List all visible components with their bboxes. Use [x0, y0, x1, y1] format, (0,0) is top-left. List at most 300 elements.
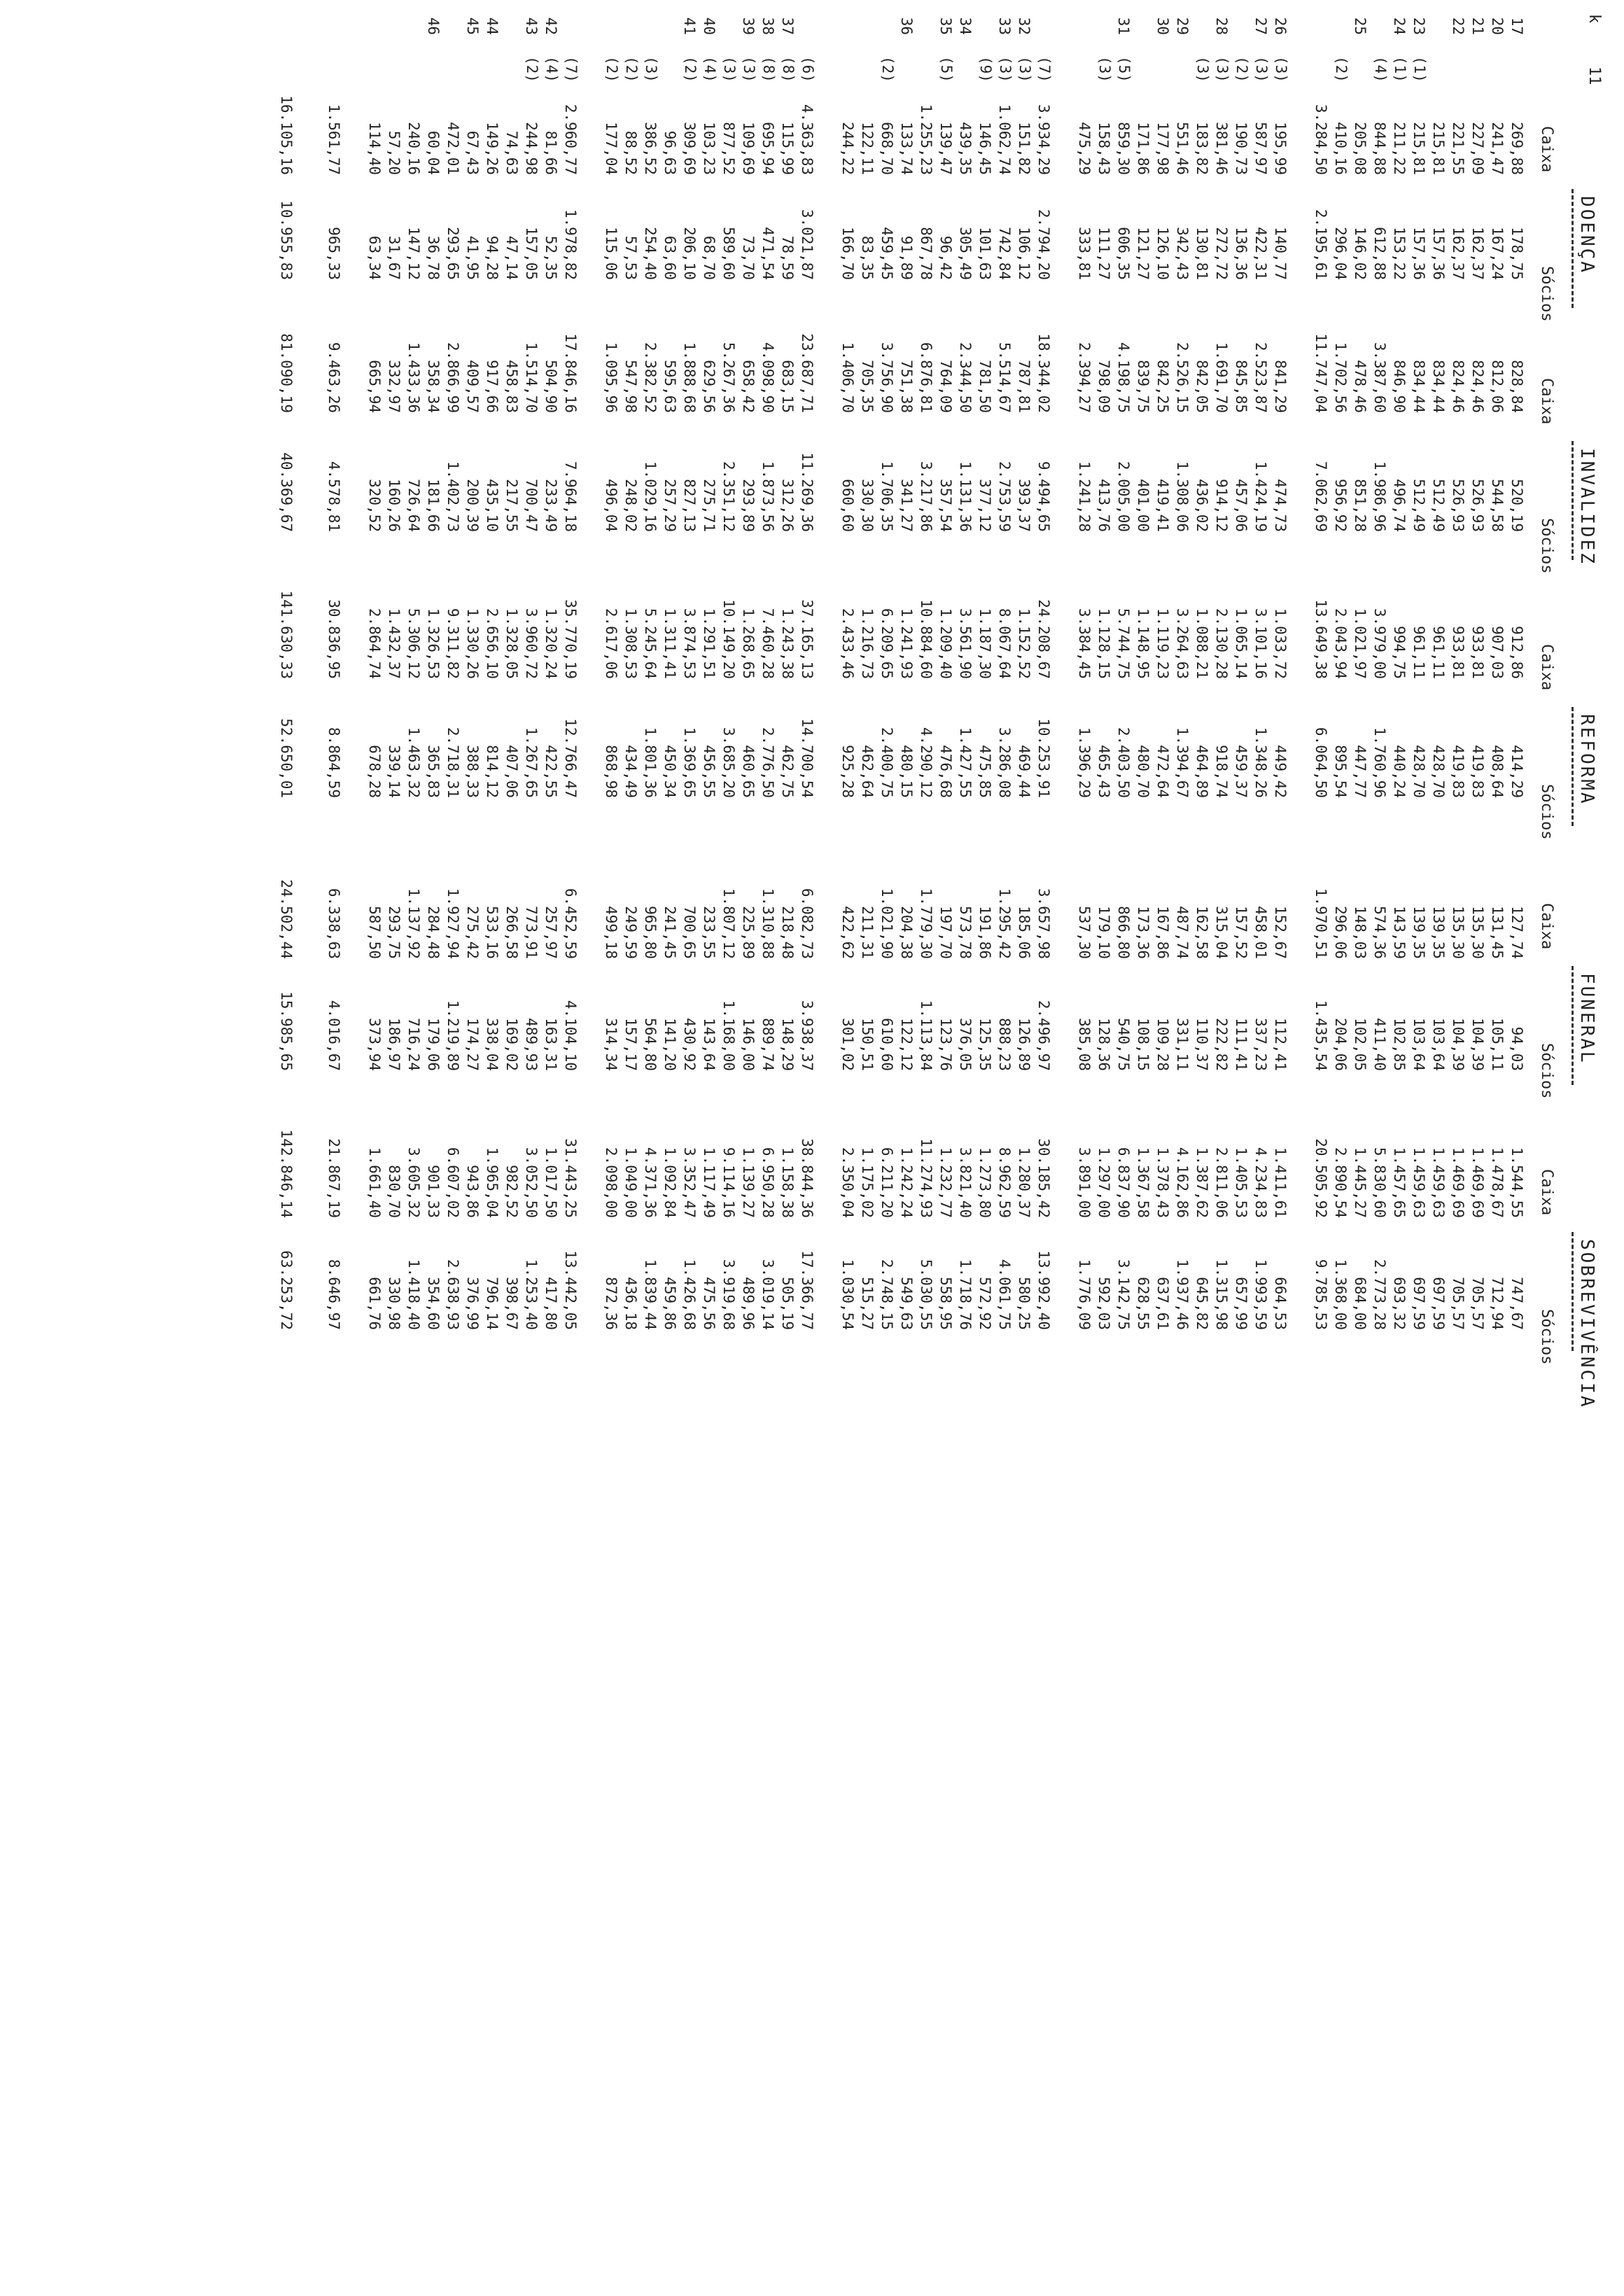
cell: 125,35: [976, 1018, 993, 1071]
cell: 1.432,37: [386, 608, 402, 679]
group-marker: (7): [1036, 56, 1053, 83]
cell: 796,14: [484, 1277, 500, 1330]
cell: 109,69: [740, 122, 757, 175]
cell: 57,20: [386, 130, 402, 175]
cell: 2.718,31: [444, 727, 461, 798]
cell: 3.142,75: [1115, 1259, 1132, 1330]
cell: 1.088,21: [1194, 608, 1210, 679]
cell: 814,12: [484, 745, 500, 798]
cell: 141,20: [662, 1018, 678, 1071]
cell: 11.274,93: [918, 1138, 934, 1218]
cell: 726,64: [405, 479, 422, 532]
cell: 254,40: [642, 227, 659, 280]
cell: 146,00: [740, 1018, 757, 1071]
caixa-header: Caixa: [1538, 1169, 1555, 1216]
group-marker: (2): [682, 56, 699, 83]
cell: 4.104,10: [562, 1000, 579, 1071]
cell: 121,27: [1135, 227, 1152, 280]
cell: 135,30: [1469, 906, 1486, 959]
cell: 81,66: [542, 130, 559, 175]
cell: 2.526,15: [1174, 342, 1191, 413]
cell: 47,14: [503, 235, 520, 280]
cell: 2.864,74: [366, 608, 383, 679]
cell: 94,03: [1508, 1026, 1525, 1071]
cell: 320,52: [366, 479, 383, 532]
cell: 148,29: [779, 1018, 796, 1071]
cell: 407,06: [503, 745, 520, 798]
cell: 218,48: [779, 906, 796, 959]
cell: 956,92: [1332, 479, 1349, 532]
cell: 333,81: [1076, 227, 1093, 280]
cell: 31,67: [386, 235, 402, 280]
cell: 1.807,12: [720, 888, 737, 959]
cell: 2.433,46: [839, 608, 856, 679]
cell: 549,63: [898, 1277, 915, 1330]
cell: 1.148,95: [1135, 608, 1152, 679]
cell: 1.411,61: [1272, 1147, 1289, 1218]
cell: 933,81: [1450, 626, 1466, 679]
group-marker: (3): [1096, 56, 1113, 83]
cell: 244,22: [839, 122, 856, 175]
cell: 233,49: [542, 479, 559, 532]
cell: 2.523,87: [1252, 342, 1269, 413]
cell: 78,59: [779, 235, 796, 280]
group-marker: (6): [799, 56, 816, 83]
cell: 859,30: [1115, 122, 1132, 175]
cell: 1.030,54: [839, 1259, 856, 1330]
cell: 580,25: [1016, 1277, 1032, 1330]
cell: 1.065,14: [1233, 608, 1250, 679]
cell: 1.478,67: [1489, 1147, 1506, 1218]
cell: 3.021,87: [799, 209, 816, 280]
cell: 1.241,93: [898, 608, 915, 679]
cell: 1.017,50: [542, 1147, 559, 1218]
cell: 812,06: [1489, 360, 1506, 413]
cell: 512,49: [1430, 479, 1447, 532]
cell: 204,06: [1332, 1018, 1349, 1071]
cell: 1.706,35: [878, 461, 895, 532]
cell: 153,22: [1391, 227, 1408, 280]
k-value: 29: [1174, 17, 1191, 35]
cell: 1.029,16: [642, 461, 659, 532]
cell: 126,89: [1016, 1018, 1032, 1071]
cell: 2.617,06: [603, 608, 620, 679]
cell: 177,04: [603, 122, 620, 175]
cell: 684,00: [1352, 1277, 1368, 1330]
cell: 152,67: [1272, 906, 1289, 959]
cell: 102,85: [1391, 1018, 1408, 1071]
cell: 241,47: [1489, 122, 1506, 175]
caixa-header: Caixa: [1538, 378, 1555, 425]
value-column-4: [0, 441, 1624, 532]
cell: 174,27: [464, 1018, 481, 1071]
cell: 1.394,67: [1174, 727, 1191, 798]
cell: 1.216,73: [859, 608, 876, 679]
cell: 217,55: [503, 479, 520, 532]
cell: 13.992,40: [1035, 1250, 1052, 1330]
cell: 877,52: [720, 122, 737, 175]
cell: 148,03: [1352, 906, 1368, 959]
cell: 3.605,32: [405, 1147, 422, 1218]
cell: 842,05: [1194, 360, 1210, 413]
cell: 115,99: [779, 122, 796, 175]
cell: 386,52: [642, 122, 659, 175]
cell: 330,98: [386, 1277, 402, 1330]
cell: 5.030,55: [918, 1259, 934, 1330]
cell: 162,58: [1194, 906, 1210, 959]
cell: 1.295,42: [996, 888, 1013, 959]
cell: 1.049,00: [622, 1147, 639, 1218]
cell: 13.442,05: [562, 1250, 579, 1330]
cell: 1.368,00: [1332, 1259, 1349, 1330]
cell: 489,96: [740, 1277, 757, 1330]
cell: 1.561,77: [326, 104, 342, 175]
cell: 104,39: [1450, 1018, 1466, 1071]
cell: 464,89: [1194, 745, 1210, 798]
cell: 458,83: [503, 360, 520, 413]
cell: 1.297,00: [1096, 1147, 1112, 1218]
cell: 112,41: [1272, 1018, 1289, 1071]
cell: 3.384,45: [1076, 608, 1093, 679]
cell: 128,36: [1096, 1018, 1112, 1071]
cell: 305,49: [957, 227, 974, 280]
cell: 2.382,52: [642, 342, 659, 413]
cell: 1.776,09: [1076, 1259, 1093, 1330]
group-marker: (3): [1253, 56, 1270, 83]
cell: 496,04: [603, 479, 620, 532]
cell: 373,94: [366, 1018, 383, 1071]
cell: 439,35: [957, 122, 974, 175]
cell: 9.494,65: [1035, 461, 1052, 532]
cell: 8.646,97: [326, 1259, 342, 1330]
cell: 469,44: [1016, 745, 1032, 798]
cell: 1.463,32: [405, 727, 422, 798]
cell: 851,28: [1352, 479, 1368, 532]
group-marker: (3): [1273, 56, 1289, 83]
cell: 6.607,02: [444, 1147, 461, 1218]
cell: 828,84: [1508, 360, 1525, 413]
cell: 683,15: [779, 360, 796, 413]
cell: 6.211,20: [878, 1147, 895, 1218]
cell: 357,54: [937, 479, 954, 532]
group-marker: (2): [1233, 56, 1250, 83]
cell: 73,70: [740, 235, 757, 280]
cell: 844,88: [1371, 122, 1388, 175]
cell: 13.649,38: [1312, 599, 1329, 679]
cell: 512,49: [1410, 479, 1427, 532]
cell: 1.396,29: [1076, 727, 1093, 798]
cell: 450,34: [662, 745, 678, 798]
cell: 1.232,77: [937, 1147, 954, 1218]
cell: 4.061,75: [996, 1259, 1013, 1330]
cell: 5.514,67: [996, 342, 1013, 413]
cell: 499,18: [603, 906, 620, 959]
cell: 595,63: [662, 360, 678, 413]
cell: 1.405,53: [1233, 1147, 1250, 1218]
cell: 1.242,24: [898, 1147, 915, 1218]
cell: 162,37: [1450, 227, 1466, 280]
cell: 215,81: [1410, 122, 1427, 175]
cell: 430,92: [681, 1018, 698, 1071]
cell: 458,01: [1252, 906, 1269, 959]
cell: 4.016,67: [326, 1000, 342, 1071]
cell: 1.348,26: [1252, 727, 1269, 798]
cell: 496,74: [1391, 479, 1408, 532]
cell: 933,81: [1469, 626, 1486, 679]
group-marker: (8): [780, 56, 797, 83]
cell: 824,46: [1450, 360, 1466, 413]
cell: 1.986,96: [1371, 461, 1388, 532]
cell: 1.291,51: [701, 608, 718, 679]
cell: 169,02: [503, 1018, 520, 1071]
cell: 872,36: [603, 1277, 620, 1330]
cell: 408,64: [1489, 745, 1506, 798]
cell: 693,32: [1391, 1277, 1408, 1330]
cell: 842,25: [1154, 360, 1171, 413]
group-marker: (1): [1392, 56, 1408, 83]
group-marker: (3): [1194, 56, 1211, 83]
cell: 30.185,42: [1035, 1138, 1052, 1218]
cell: 459,37: [1233, 745, 1250, 798]
cell: 5.830,60: [1371, 1147, 1388, 1218]
cell: 4.371,36: [642, 1147, 659, 1218]
cell: 272,72: [1213, 227, 1230, 280]
cell: 4.290,12: [918, 727, 934, 798]
cell: 716,24: [405, 1018, 422, 1071]
cell: 385,08: [1076, 1018, 1093, 1071]
cell: 157,36: [1430, 227, 1447, 280]
cell: 834,44: [1430, 360, 1447, 413]
cell: 1.993,59: [1252, 1259, 1269, 1330]
cell: 2.773,28: [1371, 1259, 1388, 1330]
k-value: 30: [1154, 17, 1171, 35]
cell: 178,75: [1508, 227, 1525, 280]
cell: 1.426,68: [681, 1259, 698, 1330]
group-marker: (4): [701, 56, 718, 83]
cell: 606,35: [1115, 227, 1132, 280]
cell: 5.267,36: [720, 342, 737, 413]
cell: 551,46: [1174, 122, 1191, 175]
cell: 1.187,30: [976, 608, 993, 679]
cell: 665,94: [366, 360, 383, 413]
grand-total-cell: 10.955,83: [278, 200, 295, 280]
cell: 1.117,49: [701, 1147, 718, 1218]
cell: 179,10: [1096, 906, 1112, 959]
cell: 332,97: [386, 360, 402, 413]
section-title: REFORMA: [1576, 714, 1597, 806]
cell: 293,75: [386, 906, 402, 959]
cell: 695,94: [760, 122, 776, 175]
cell: 293,89: [740, 479, 757, 532]
section-title: INVALIDEZ: [1576, 448, 1597, 566]
cell: 628,55: [1135, 1277, 1152, 1330]
cell: 781,50: [976, 360, 993, 413]
cell: 30.836,95: [326, 599, 342, 679]
cell: 912,86: [1508, 626, 1525, 679]
cell: 411,40: [1371, 1018, 1388, 1071]
cell: 1.402,73: [444, 461, 461, 532]
cell: 1.280,37: [1016, 1147, 1032, 1218]
cell: 31.443,25: [562, 1138, 579, 1218]
cell: 2.776,50: [760, 727, 776, 798]
cell: 660,60: [839, 479, 856, 532]
cell: 101,63: [976, 227, 993, 280]
cell: 925,28: [839, 745, 856, 798]
cell: 1.469,69: [1450, 1147, 1466, 1218]
cell: 215,81: [1430, 122, 1447, 175]
cell: 3.286,08: [996, 727, 1013, 798]
cell: 139,35: [1430, 906, 1447, 959]
cell: 157,05: [523, 227, 540, 280]
cell: 146,45: [976, 122, 993, 175]
cell: 1.128,15: [1096, 608, 1112, 679]
cell: 1.937,46: [1174, 1259, 1191, 1330]
cell: 2.866,99: [444, 342, 461, 413]
group-marker: (2): [879, 56, 896, 83]
k-value: 28: [1213, 17, 1230, 35]
cell: 888,23: [996, 1018, 1013, 1071]
group-marker: (3): [741, 56, 757, 83]
cell: 476,68: [937, 745, 954, 798]
cell: 1.241,28: [1076, 461, 1093, 532]
cell: 1.369,65: [681, 727, 698, 798]
cell: 1.459,63: [1410, 1147, 1427, 1218]
cell: 742,84: [996, 227, 1013, 280]
cell: 195,99: [1272, 122, 1289, 175]
cell: 103,64: [1430, 1018, 1447, 1071]
cell: 9.785,53: [1312, 1259, 1329, 1330]
cell: 440,24: [1391, 745, 1408, 798]
value-column-7: [0, 868, 1624, 959]
grand-total-cell: 63.253,72: [278, 1250, 295, 1330]
cell: 3.821,40: [957, 1147, 974, 1218]
cell: 520,19: [1508, 479, 1525, 532]
cell: 330,30: [859, 479, 876, 532]
cell: 109,28: [1154, 1018, 1171, 1071]
cell: 157,36: [1410, 227, 1427, 280]
cell: 3.352,47: [681, 1147, 698, 1218]
cell: 868,98: [603, 745, 620, 798]
cell: 447,77: [1352, 745, 1368, 798]
cell: 9.311,82: [444, 608, 461, 679]
k-value: 22: [1450, 17, 1466, 35]
cell: 275,71: [701, 479, 718, 532]
cell: 12.766,47: [562, 718, 579, 798]
k-value: 27: [1252, 17, 1269, 35]
cell: 487,74: [1174, 906, 1191, 959]
cell: 8.067,64: [996, 608, 1013, 679]
cell: 1.326,53: [425, 608, 442, 679]
cell: 227,09: [1469, 122, 1486, 175]
cell: 700,65: [681, 906, 698, 959]
socios-header: Sócios: [1538, 1043, 1555, 1099]
cell: 2.394,27: [1076, 342, 1093, 413]
cell: 1.308,53: [622, 608, 639, 679]
group-marker: (9): [977, 56, 994, 83]
cell: 3.561,90: [957, 608, 974, 679]
cell: 4.234,83: [1252, 1147, 1269, 1218]
value-column-6: [0, 707, 1624, 798]
cell: 1.158,38: [779, 1147, 796, 1218]
cell: 435,10: [484, 479, 500, 532]
cell: 830,70: [386, 1165, 402, 1218]
cell: 130,81: [1194, 227, 1210, 280]
cell: 668,70: [878, 122, 895, 175]
cell: 1.387,62: [1194, 1147, 1210, 1218]
cell: 2.960,77: [562, 104, 579, 175]
cell: 846,90: [1391, 360, 1408, 413]
group-marker: (8): [760, 56, 777, 83]
cell: 2.098,00: [603, 1147, 620, 1218]
cell: 895,54: [1332, 745, 1349, 798]
cell: 2.400,75: [878, 727, 895, 798]
value-column-1: [0, 84, 1624, 175]
cell: 11.747,04: [1312, 333, 1329, 413]
k-value: 43: [523, 17, 540, 35]
cell: 108,15: [1135, 1018, 1152, 1071]
k-value: 46: [425, 17, 442, 35]
cell: 417,80: [542, 1277, 559, 1330]
k-value: 32: [1016, 17, 1032, 35]
cell: 1.927,94: [444, 888, 461, 959]
cell: 7.460,28: [760, 608, 776, 679]
cell: 1.253,40: [523, 1259, 540, 1330]
cell: 1.315,98: [1213, 1259, 1230, 1330]
cell: 131,45: [1489, 906, 1506, 959]
cell: 705,57: [1450, 1277, 1466, 1330]
cell: 17.846,16: [562, 333, 579, 413]
cell: 225,89: [740, 906, 757, 959]
cell: 587,50: [366, 906, 383, 959]
cell: 4.363,83: [799, 104, 816, 175]
cell: 296,04: [1332, 227, 1349, 280]
group-marker: (3): [643, 56, 659, 83]
cell: 866,80: [1115, 906, 1132, 959]
cell: 3.101,16: [1252, 608, 1269, 679]
cell: 177,98: [1154, 122, 1171, 175]
cell: 111,27: [1096, 227, 1112, 280]
k-value: 38: [760, 17, 776, 35]
cell: 1.062,74: [996, 104, 1013, 175]
cell: 1.888,68: [681, 342, 698, 413]
cell: 824,46: [1469, 360, 1486, 413]
cell: 293,65: [444, 227, 461, 280]
cell: 2.351,12: [720, 461, 737, 532]
cell: 1.320,24: [542, 608, 559, 679]
cell: 3.874,53: [681, 608, 698, 679]
cell: 96,42: [937, 235, 954, 280]
cell: 21.867,19: [326, 1138, 342, 1218]
cell: 1.544,55: [1508, 1147, 1525, 1218]
cell: 248,02: [622, 479, 639, 532]
cell: 6.452,59: [562, 888, 579, 959]
cell: 6.950,28: [760, 1147, 776, 1218]
group-marker: (2): [1333, 56, 1350, 83]
cell: 1.435,54: [1312, 1000, 1329, 1071]
cell: 3.891,00: [1076, 1147, 1093, 1218]
cell: 827,13: [681, 479, 698, 532]
group-marker: (4): [543, 56, 560, 83]
cell: 393,37: [1016, 479, 1032, 532]
cell: 1.839,44: [642, 1259, 659, 1330]
cell: 574,36: [1371, 906, 1388, 959]
cell: 36,78: [425, 235, 442, 280]
cell: 2.638,93: [444, 1259, 461, 1330]
cell: 35.770,19: [562, 599, 579, 679]
caixa-header: Caixa: [1538, 903, 1555, 950]
cell: 157,52: [1233, 906, 1250, 959]
cell: 181,66: [425, 479, 442, 532]
